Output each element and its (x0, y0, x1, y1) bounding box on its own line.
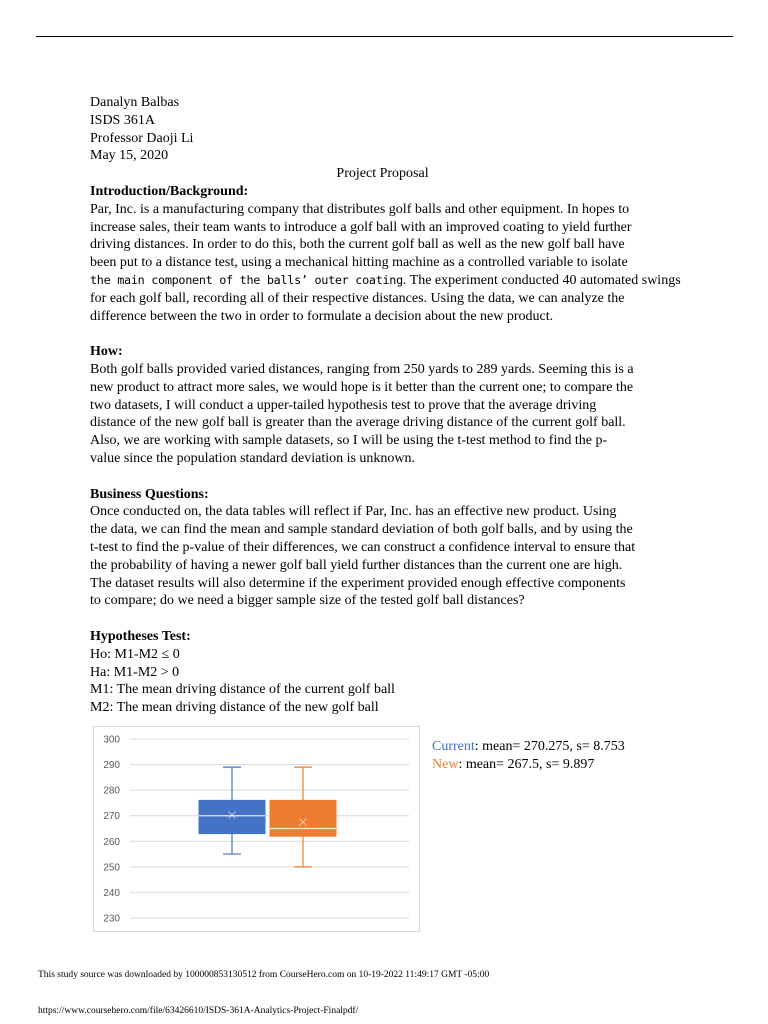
legend-new-label: New (432, 757, 459, 772)
top-rule (36, 36, 733, 37)
how-line: Also, we are working with sample datasets, so I will be using the t-test method to find the p- (90, 433, 608, 449)
intro-line: driving distances. In order to do this, both the current golf ball as well as the new golf ball have (90, 237, 625, 253)
hypothesis-null: Ho: M1-M2 ≤ 0 (90, 646, 180, 662)
new-box (270, 800, 336, 836)
y-tick-label: 260 (103, 836, 120, 848)
business-line: t-test to find the p-value of their differences, we can construct a confidence interval to ensure that (90, 539, 636, 555)
document-body (90, 94, 690, 717)
box-plot-chart (93, 726, 420, 932)
y-tick-label: 290 (103, 760, 120, 772)
page-title: Project Proposal (336, 166, 429, 182)
how-line: new product to attract more sales, we would hope is it better than the current one; to compare the (90, 379, 634, 395)
intro-line: been put to a distance test, using a mechanical hitting machine as a controlled variable to isolate (90, 255, 628, 271)
business-line: The dataset results will also determine if the experiment provided enough effective components (90, 575, 626, 591)
y-tick-label: 280 (103, 785, 120, 797)
intro-mono-tail: . The experiment conducted 40 automated swings (402, 272, 681, 288)
intro-line: Par, Inc. is a manufacturing company that distributes golf balls and other equipment. In hopes to (90, 201, 630, 217)
legend-current-label: Current (432, 739, 475, 754)
business-line: the data, we can find the mean and sample standard deviation of both golf balls, and by using the (90, 522, 633, 538)
hypothesis-m1: M1: The mean driving distance of the current golf ball (90, 682, 395, 698)
download-notice: This study source was downloaded by 100000853130512 from CourseHero.com on 10-19-2022 11:49:17 GMT -05:00 (38, 970, 490, 980)
intro-line: difference between the two in order to formulate a decision about the new product. (90, 308, 554, 324)
professor-name: Professor Daoji Li (90, 130, 194, 146)
author-name: Danalyn Balbas (90, 95, 180, 110)
current-box (199, 800, 265, 833)
intro-heading: Introduction/Background: (90, 183, 249, 199)
business-heading: Business Questions: (90, 486, 209, 502)
legend-new-stats: : mean= 267.5, s= 9.897 (458, 757, 595, 772)
y-tick-label: 240 (103, 887, 120, 899)
intro-line: for each golf ball, recording all of their respective distances. Using the data, we can analyze the (90, 290, 625, 306)
business-line: to compare; do we need a bigger sample size of the tested golf ball distances? (90, 593, 525, 609)
box-plot-svg (94, 727, 419, 931)
y-tick-label: 230 (103, 913, 120, 925)
business-line: the probability of having a newer golf ball yield further distances than the current one are high. (90, 557, 623, 573)
legend-current-stats: : mean= 270.275, s= 8.753 (474, 739, 625, 754)
intro-line: increase sales, their team wants to introduce a golf ball with an improved coating to yield further (90, 219, 632, 235)
hypothesis-m2: M2: The mean driving distance of the new golf ball (90, 700, 379, 716)
source-url: https://www.coursehero.com/file/63426610/ISDS-361A-Analytics-Project-Finalpdf/ (38, 1006, 359, 1016)
y-tick-label: 250 (103, 862, 120, 874)
business-line: Once conducted on, the data tables will reflect if Par, Inc. has an effective new product. Using (90, 504, 617, 520)
y-tick-label: 300 (103, 734, 120, 746)
hypotheses-heading: Hypotheses Test: (90, 628, 191, 644)
how-line: value since the population standard deviation is unknown. (90, 450, 416, 466)
intro-line-mixed (90, 272, 690, 290)
intro-mono-text: the main component of the balls’ outer coating (90, 272, 403, 287)
hypothesis-alt: Ha: M1-M2 > 0 (90, 664, 180, 680)
how-heading: How: (90, 344, 123, 360)
how-line: two datasets, I will conduct a upper-tailed hypothesis test to prove that the average driving (90, 397, 597, 413)
document-date: May 15, 2020 (90, 148, 169, 164)
course-code: ISDS 361A (90, 112, 155, 128)
how-line: distance of the new golf ball is greater than the average driving distance of the current golf ball. (90, 415, 626, 431)
chart-legend (432, 738, 625, 774)
y-tick-label: 270 (103, 811, 120, 823)
how-line: Both golf balls provided varied distances, ranging from 250 yards to 289 yards. Seeming this is a (90, 361, 634, 377)
